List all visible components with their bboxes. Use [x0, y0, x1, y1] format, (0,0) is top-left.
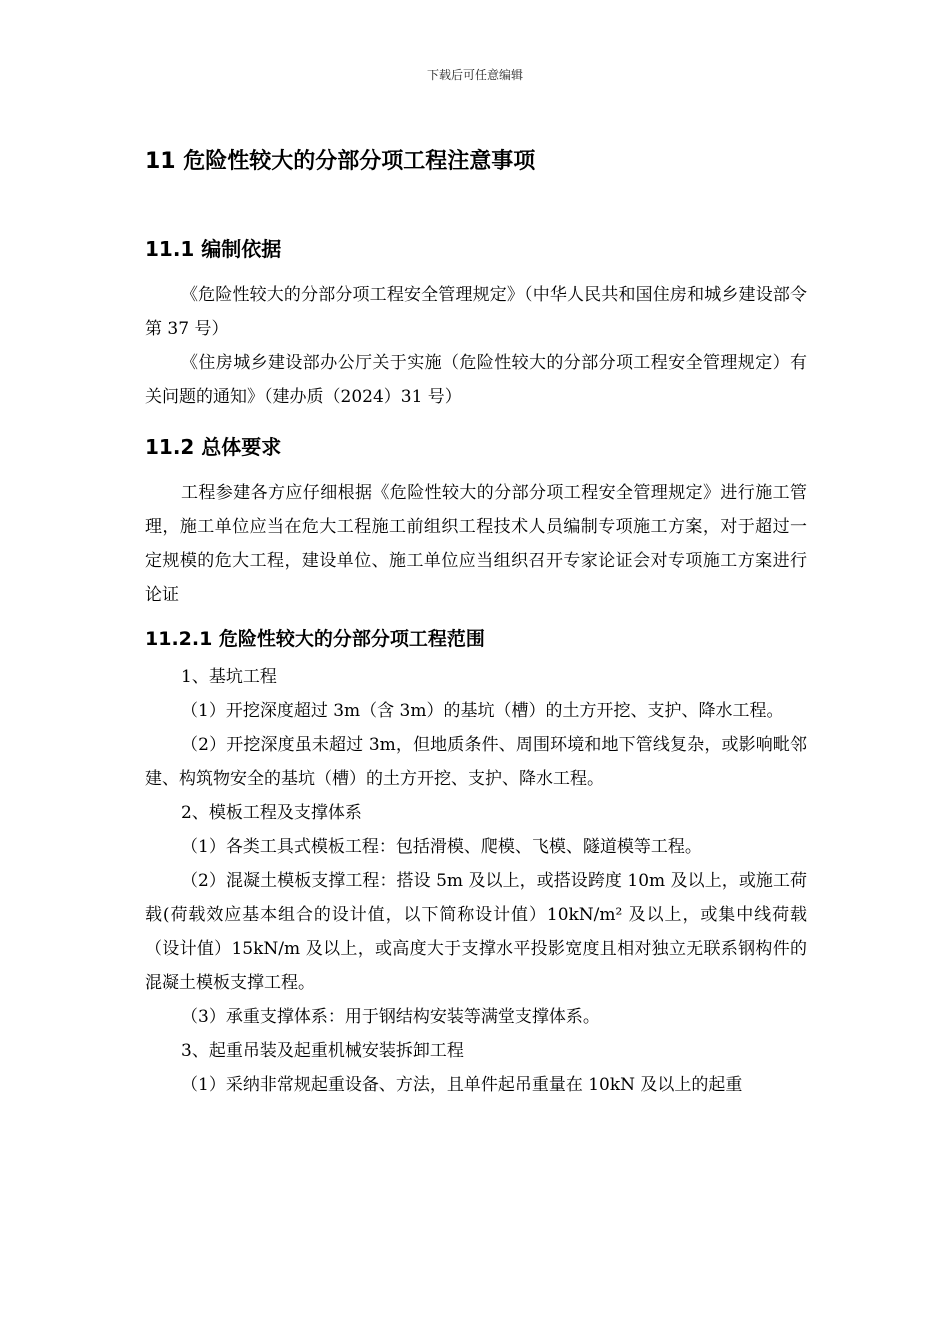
list-item: 3、起重吊装及起重机械安装拆卸工程	[181, 1041, 464, 1061]
subsection-heading-11-2-1: 11.2.1 危险性较大的分部分项工程范围	[145, 628, 485, 650]
list-item: （1）采纳非常规起重设备、方法，且单件起吊重量在 10kN 及以上的起重	[181, 1075, 743, 1095]
list-item: （1）开挖深度超过 3m（含 3m）的基坑（槽）的土方开挖、支护、降水工程。	[181, 701, 784, 721]
list-item: （2）混凝土模板支撑工程：搭设 5m 及以上，或搭设跨度 10m 及以上，或施工荷载(荷载效应基本组合的设计值，以下简称设计值）10kN/m² 及以上，或集中线荷载（设计值）15kN/m 及以上，或高度大于支撑水平投影宽度且相对独立无联系钢构件的混凝土模板支撑工程。	[145, 871, 807, 993]
list-item: （1）各类工具式模板工程：包括滑模、爬模、飞模、隧道模等工程。	[181, 837, 702, 857]
list-item: （3）承重支撑体系：用于钢结构安装等满堂支撑体系。	[181, 1007, 600, 1027]
document-title: 11 危险性较大的分部分项工程注意事项	[145, 149, 536, 174]
page-header: 下载后可任意编辑	[426, 68, 523, 82]
section-heading-11-1: 11.1 编制依据	[145, 237, 282, 261]
list-item: （2）开挖深度虽未超过 3m，但地质条件、周围环境和地下管线复杂，或影响毗邻建、构筑物安全的基坑（槽）的土方开挖、支护、降水工程。	[145, 735, 807, 789]
list-item: 2、模板工程及支撑体系	[181, 803, 362, 823]
paragraph: 工程参建各方应仔细根据《危险性较大的分部分项工程安全管理规定》进行施工管理，施工单位应当在危大工程施工前组织工程技术人员编制专项施工方案，对于超过一定规模的危大工程，建设单位、施工单位应当组织召开专家论证会对专项施工方案进行论证	[145, 483, 807, 605]
paragraph: 《危险性较大的分部分项工程安全管理规定》（中华人民共和国住房和城乡建设部令第 37 号）	[145, 285, 807, 339]
paragraph: 《住房城乡建设部办公厅关于实施（危险性较大的分部分项工程安全管理规定）有关问题的通知》（建办质（2024）31 号）	[145, 353, 807, 407]
document-body	[145, 146, 807, 1102]
list-item: 1、基坑工程	[181, 667, 277, 687]
section-heading-11-2: 11.2 总体要求	[145, 435, 282, 459]
